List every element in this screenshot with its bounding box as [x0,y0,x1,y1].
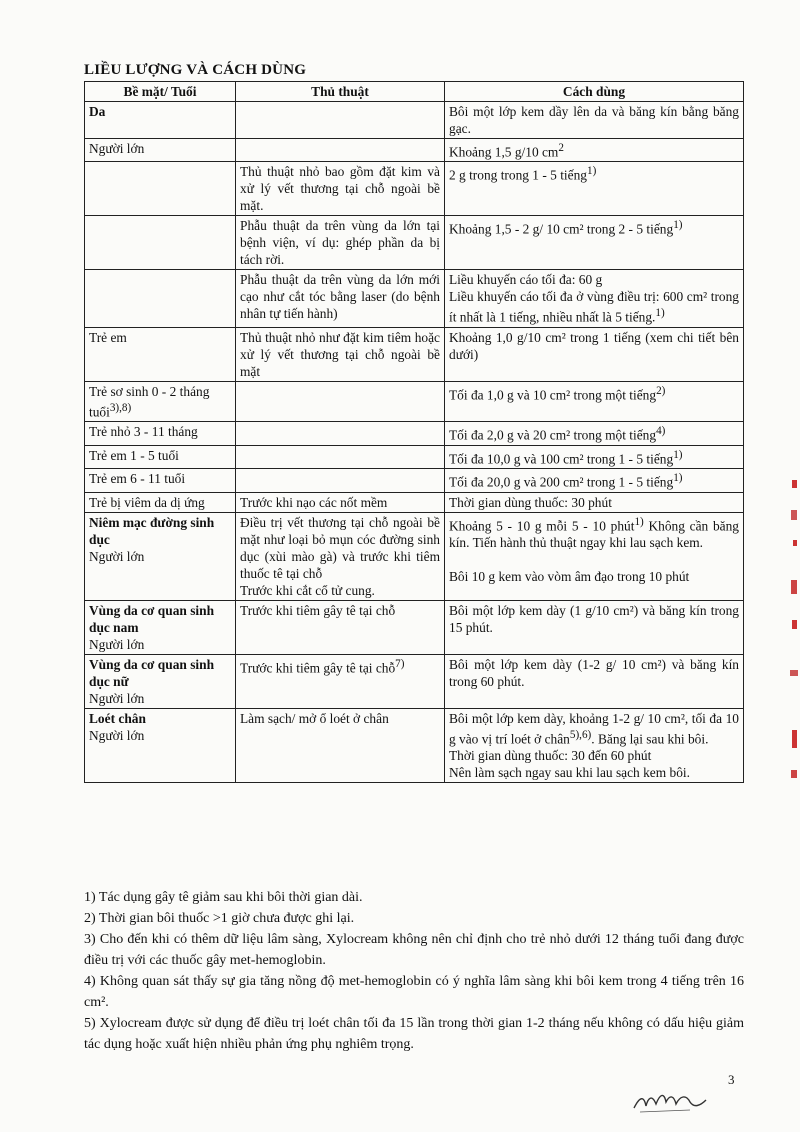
cell-text: Thời gian dùng thuốc: 30 đến 60 phút [449,748,652,764]
footnote-ref: 1) [634,515,644,528]
cell-surface-age [85,327,236,381]
cell-text: Trước khi tiêm gây tê tại chỗ [240,602,396,618]
cell-procedure [236,139,445,162]
cell-text: Trước khi cắt cổ tử cung. [240,582,375,598]
table-row [85,162,744,216]
cell-procedure [236,422,445,445]
cell-surface-age [85,708,236,782]
footnote-ref: 2 [558,142,564,154]
cell-text: Khoảng 5 - 10 g mỗi 5 - 10 phút [449,518,635,534]
cell-text: Liều khuyến cáo tối đa ở vùng điều trị: 600 cm² trong ít nhất là 1 tiếng, nhiều nhất là 5 tiếng. [449,289,739,325]
cell-text: Vùng da cơ quan sinh dục nam [89,602,215,635]
cell-text: Làm sạch/ mở ổ loét ở chân [240,710,389,726]
cell-usage [445,512,744,600]
footnote: 4) Không quan sát thấy sự gia tăng nồng độ met-hemoglobin có ý nghĩa lâm sàng khi bôi kem trong 4 tiếng trên 16 cm². [84,974,744,1010]
footnote-ref: 1) [586,165,597,178]
cell-text: Liều khuyến cáo tối đa: 60 g [449,272,603,288]
footnote-ref: 1) [655,307,665,320]
cell-usage [445,327,744,381]
cell-procedure [236,492,445,512]
cell-text: Niêm mạc đường sinh dục [89,514,215,547]
cell-surface-age [85,216,236,270]
footnote-ref: 2) [656,384,666,397]
cell-text: Phẫu thuật da trên vùng da lớn tại bệnh viện, ví dụ: ghép phần da bị tách rời. [240,218,440,268]
cell-text: Trẻ sơ sinh 0 - 2 tháng tuổi [89,383,210,420]
cell-text: Khoảng 1,5 - 2 g/ 10 cm² trong 2 - 5 tiếng [449,221,674,237]
cell-text: Thời gian dùng thuốc: 30 phút [449,494,612,510]
cell-surface-age [85,270,236,327]
table-row [85,102,744,139]
footnote: 5) Xylocream được sử dụng để điều trị loét chân tối đa 15 lần trong thời gian 1-2 tháng nếu không có dấu hiệu giảm tác dụng hoặc xuất hiện nhiều phản ứng phụ nghiêm trọng. [84,1016,744,1052]
cell-procedure [236,162,445,216]
cell-text: . Băng lại sau khi bôi. [591,731,709,747]
cell-surface-age [85,492,236,512]
red-stamp-edge [786,470,800,800]
cell-usage [445,270,744,327]
cell-text: Thủ thuật nhỏ bao gồm đặt kim và xử lý vết thương tại chỗ ngoài bề mặt. [240,164,440,214]
page-number: 3 [728,1072,735,1087]
footnote: 1) Tác dụng gây tê giảm sau khi bôi thời gian dài. [84,890,363,905]
footnotes [84,887,744,1055]
cell-usage [445,162,744,216]
table-row [85,270,744,327]
cell-usage [445,492,744,512]
cell-surface-age [85,654,236,708]
table-header-row [85,82,744,102]
cell-text: Tối đa 20,0 g và 200 cm² trong 1 - 5 tiếng [449,474,674,490]
table-row [85,492,744,512]
cell-text: Điều trị vết thương tại chỗ ngoài bề mặt như loại bỏ mụn cóc đường sinh dục (xùi mào gà) và trước khi tiêm thuốc tê tại chỗ [240,514,440,581]
cell-procedure [236,512,445,600]
footnote: 3) Cho đến khi có thêm dữ liệu lâm sàng, Xylocream không nên chỉ định cho trẻ nhỏ dưới 12 tháng tuổi đang được điều trị với các thuốc gây met-hemoglobin. [84,932,744,968]
cell-text: Bôi một lớp kem dày (1 g/10 cm²) và băng kín trong 15 phút. [449,602,739,635]
cell-text: Trước khi tiêm gây tê tại chỗ [240,660,396,676]
cell-procedure [236,381,445,421]
cell-surface-age [85,381,236,421]
cell-procedure [236,600,445,654]
document-page [84,62,744,783]
cell-text: Bôi một lớp kem dày (1-2 g/ 10 cm²) và băng kín trong 60 phút. [449,656,739,689]
cell-procedure [236,708,445,782]
cell-procedure [236,469,445,492]
cell-usage [445,102,744,139]
cell-procedure [236,654,445,708]
header-procedure: Thủ thuật [236,82,445,102]
cell-text: Phẫu thuật da trên vùng da lớn mới cạo như cắt tóc bằng laser (do bệnh nhân tự tiến hành) [240,272,440,322]
cell-surface-age [85,102,236,139]
cell-text: Trẻ nhỏ 3 - 11 tháng [89,424,198,440]
cell-usage [445,600,744,654]
cell-text: Tối đa 1,0 g và 10 cm² trong một tiếng [449,387,657,403]
table-row [85,469,744,492]
spacer [449,551,739,568]
cell-text: Trẻ bị viêm da dị ứng [89,494,205,510]
cell-text: Người lớn [89,548,145,564]
cell-usage [445,469,744,492]
cell-surface-age [85,512,236,600]
cell-procedure [236,445,445,468]
footnote-ref: 1) [673,472,683,485]
footnote-ref: 7) [395,657,405,670]
dosage-table [84,81,744,783]
cell-text: Trẻ em [89,329,127,345]
cell-text: Khoảng 1,0 g/10 cm² trong 1 tiếng (xem chi tiết bên dưới) [449,329,739,362]
cell-text: Người lớn [89,690,145,706]
footnote-ref: 1) [673,219,683,232]
cell-usage [445,216,744,270]
footnote-ref: 1) [673,448,683,461]
cell-text: Bôi một lớp kem dày, khoảng 1-2 g/ 10 cm², tối đa 10 g vào vị trí loét ở chân [449,710,739,747]
cell-text: Loét chân [89,710,146,726]
cell-procedure [236,102,445,139]
cell-text: Người lớn [89,727,145,743]
table-row [85,216,744,270]
cell-text: Bôi một lớp kem dầy lên da và băng kín bằng băng gạc. [449,104,739,136]
cell-surface-age [85,162,236,216]
table-row [85,139,744,162]
cell-usage [445,445,744,468]
cell-surface-age [85,469,236,492]
cell-surface-age [85,600,236,654]
table-row [85,422,744,445]
table-row [85,654,744,708]
footnote: 2) Thời gian bôi thuốc >1 giờ chưa được ghi lại. [84,911,355,926]
cell-usage [445,139,744,162]
footnote-ref: 5),6) [569,728,592,741]
table-row [85,327,744,381]
table-row [85,512,744,600]
table-row [85,708,744,782]
cell-procedure [236,216,445,270]
cell-text: Trước khi nạo các nốt mềm [240,494,388,510]
cell-procedure [236,270,445,327]
section-title: LIỀU LƯỢNG VÀ CÁCH DÙNG [84,62,307,78]
cell-text: Người lớn [89,141,145,156]
cell-text: Trẻ em 1 - 5 tuổi [89,447,179,463]
cell-text: Tối đa 2,0 g và 20 cm² trong một tiếng [449,427,657,443]
cell-usage [445,422,744,445]
cell-text: Thủ thuật nhỏ như đặt kim tiêm hoặc xử lý vết thương tại chỗ ngoài bề mặt [240,329,440,379]
header-surface-age: Bề mặt/ Tuổi [85,82,236,102]
cell-text: Khoảng 1,5 g/10 cm [449,144,559,160]
cell-surface-age [85,139,236,162]
header-usage: Cách dùng [445,82,744,102]
cell-usage [445,654,744,708]
cell-text: Người lớn [89,636,145,652]
table-row [85,445,744,468]
cell-text: Da [89,104,106,119]
cell-text: 2 g trong trong 1 - 5 tiếng [449,167,587,183]
cell-surface-age [85,422,236,445]
table-row [85,600,744,654]
cell-text: Nên làm sạch ngay sau khi lau sạch kem bôi. [449,765,690,781]
cell-text: Vùng da cơ quan sinh dục nữ [89,656,215,689]
cell-text: Trẻ em 6 - 11 tuổi [89,471,186,487]
cell-text: Bôi 10 g kem vào vòm âm đạo trong 10 phút [449,569,690,585]
table-row [85,381,744,421]
handwritten-signature [630,1086,710,1116]
footnote-ref: 3),8) [109,401,132,414]
cell-usage [445,381,744,421]
cell-text: Tối đa 10,0 g và 100 cm² trong 1 - 5 tiếng [449,451,674,467]
cell-procedure [236,327,445,381]
cell-surface-age [85,445,236,468]
footnote-ref: 4) [656,425,666,438]
cell-text: Không cần băng kín. Tiến hành thủ thuật ngay khi lau sạch kem. [449,518,740,551]
cell-usage [445,708,744,782]
